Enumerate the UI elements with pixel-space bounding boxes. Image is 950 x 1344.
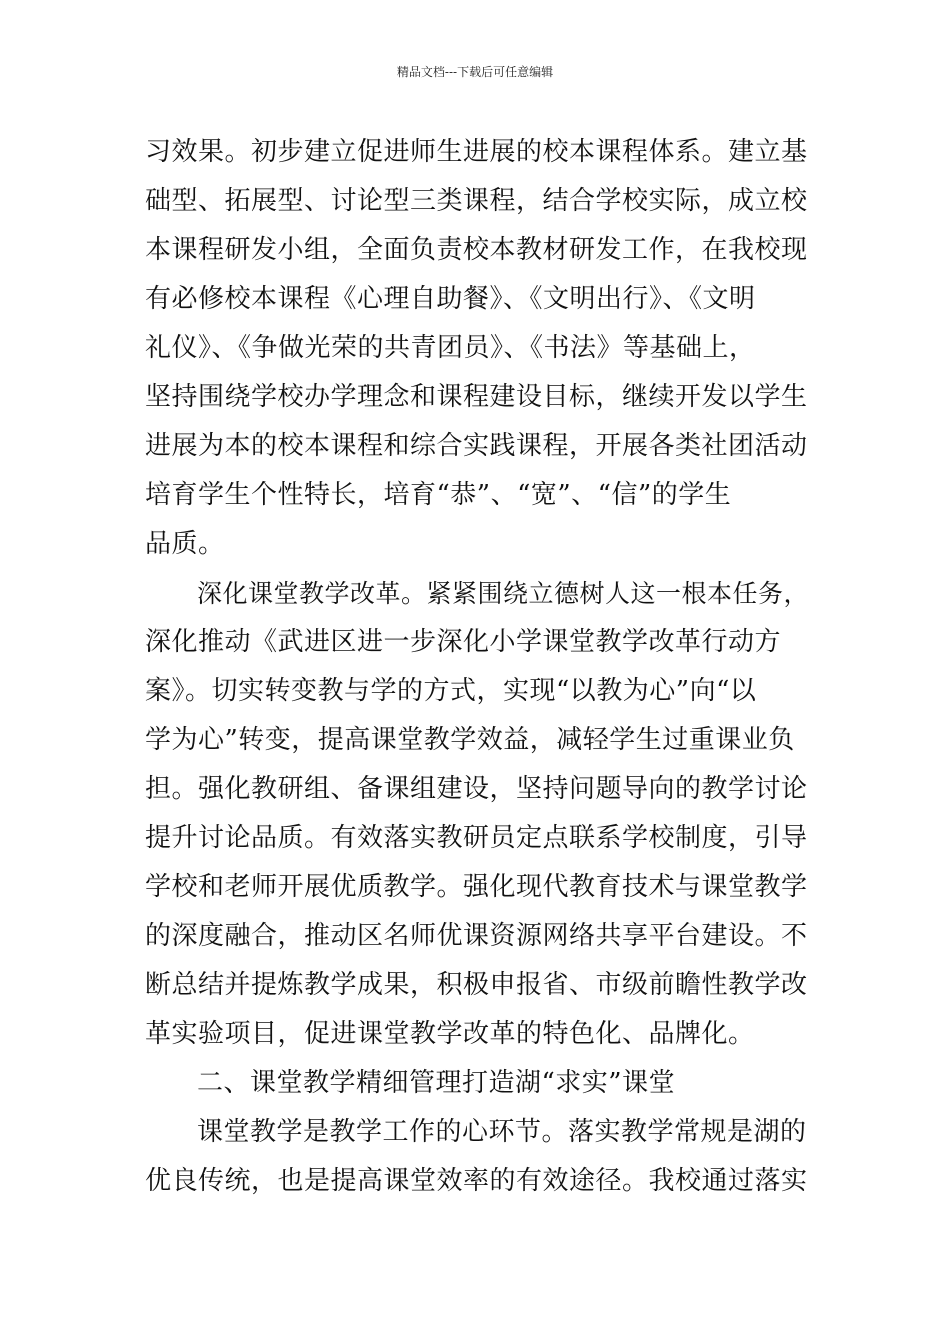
text-line: 二、课堂教学精细管理打造湖“求实”课堂 bbox=[197, 1068, 676, 1098]
text-line: 深化课堂教学改革。紧紧围绕立德树人这一根本任务， bbox=[197, 579, 810, 608]
text-line: 品质。 bbox=[145, 529, 225, 559]
text-line: 案》。切实转变教与学的方式，实现“以教为心”向“以 bbox=[145, 676, 757, 706]
text-line: 学为心”转变，提高课堂教学效益，减轻学生过重课业负 bbox=[145, 725, 795, 755]
text-line: 习效果。初步建立促进师生进展的校本课程体系。建立基 bbox=[145, 137, 808, 167]
text-line: 学校和老师开展优质教学。强化现代教育技术与课堂教学 bbox=[145, 872, 808, 902]
text-line: 坚持围绕学校办学理念和课程建设目标，继续开发以学生 bbox=[145, 382, 808, 412]
text-line: 本课程研发小组，全面负责校本教材研发工作，在我校现 bbox=[145, 235, 808, 265]
text-line: 培育学生个性特长，培育“恭”、“宽”、“信”的学生 bbox=[145, 480, 732, 510]
text-line: 断总结并提炼教学成果，积极申报省、市级前瞻性教学改 bbox=[145, 970, 808, 1000]
text-line: 革实验项目，促进课堂教学改革的特色化、品牌化。 bbox=[145, 1019, 755, 1049]
document-body bbox=[145, 128, 820, 1206]
text-line: 深化推动《武进区进一步深化小学课堂教学改革行动方 bbox=[145, 627, 782, 657]
text-line: 担。强化教研组、备课组建设，坚持问题导向的教学讨论 bbox=[145, 774, 808, 804]
text-line: 优良传统，也是提高课堂效率的有效途径。我校通过落实 bbox=[145, 1166, 808, 1196]
page-header: 精品文档---下载后可任意编辑 bbox=[396, 65, 554, 79]
text-line: 礼仪》、《争做光荣的共青团员》、《书法》等基础上， bbox=[145, 333, 756, 363]
text-line: 课堂教学是教学工作的心环节。落实教学常规是湖的 bbox=[197, 1117, 807, 1147]
text-line: 有必修校本课程《心理自助餐》、《文明出行》、《文明 bbox=[145, 284, 756, 314]
text-line: 础型、拓展型、讨论型三类课程，结合学校实际，成立校 bbox=[145, 186, 808, 216]
text-line: 进展为本的校本课程和综合实践课程，开展各类社团活动 bbox=[145, 431, 808, 461]
text-line: 的深度融合，推动区名师优课资源网络共享平台建设。不 bbox=[145, 921, 808, 951]
text-line: 提升讨论品质。有效落实教研员定点联系学校制度，引导 bbox=[145, 823, 808, 853]
